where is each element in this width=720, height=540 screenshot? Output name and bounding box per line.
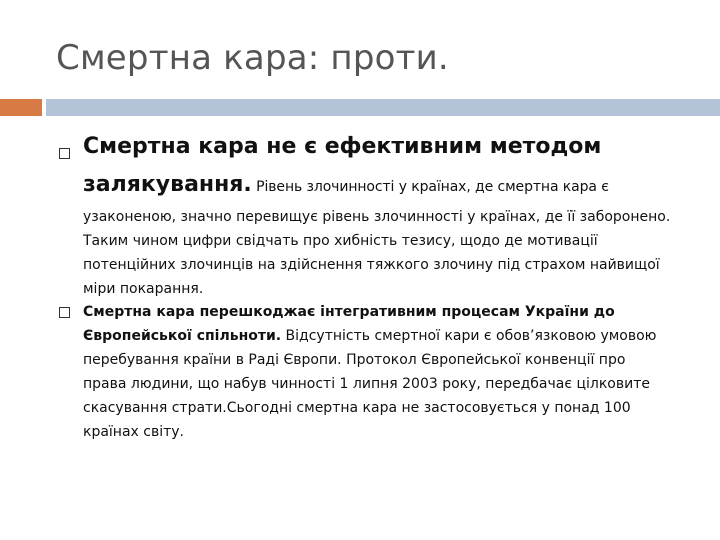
bullet-paragraph-2 <box>83 300 673 444</box>
bullet-1-lead-line2: залякування. <box>83 172 252 197</box>
bullet-1-lead-line1: Смертна кара не є ефективним методом <box>83 134 602 159</box>
bullet-1-body: узаконеною, значно перевищує рівень злочинності у країнах, де її заборонено. Таким чином цифри свідчать про хибність тезису, щодо де мотивації потенційних злочинців на здійснення тяжкого злочину під страхом найвищої міри покарання. <box>83 209 671 297</box>
square-bullet-icon <box>59 148 70 159</box>
title-accent-bar <box>0 99 42 116</box>
square-bullet-icon <box>59 307 70 318</box>
title-divider-bar <box>46 99 720 116</box>
bullet-2-lead: Смертна кара перешкоджає інтегративним процесам України до Європейської спільноти. <box>83 304 615 344</box>
bullet-1-rest-line2: Рівень злочинності у країнах, де смертна кара є <box>251 179 609 195</box>
bullet-paragraph-1 <box>83 134 683 301</box>
slide-title: Смертна кара: проти. <box>56 38 449 78</box>
bullet-2-body: Відсутність смертної кари є обов’язковою умовою перебування країни в Раді Європи. Протокол Європейської конвенції про права людини, що набув чинності 1 липня 2003 року, передбачає цілковите скасування страти.Сьогодні смертна кара не застосовується у понад 100 країнах світу. <box>83 328 657 440</box>
